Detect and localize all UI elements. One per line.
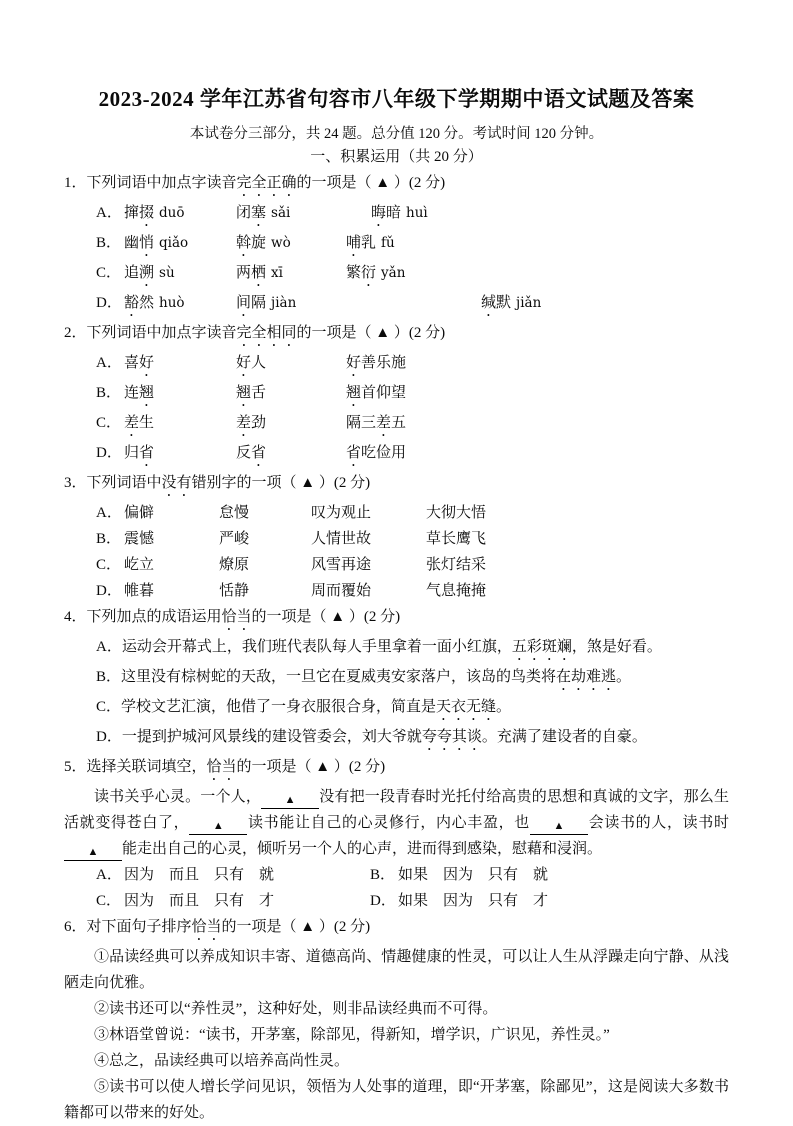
word-text: 繁	[346, 265, 362, 281]
word-item	[346, 380, 406, 410]
option-label: D．	[96, 583, 122, 599]
paragraph-text: 读书能让自己的心灵修行，内心丰盈，也	[247, 815, 530, 831]
word-item: 严峻	[219, 531, 250, 547]
word-text: 连	[124, 385, 140, 401]
question-2-stem	[64, 320, 729, 350]
question-number: 5．	[64, 759, 87, 775]
word-item	[346, 260, 405, 290]
pinyin: wò	[271, 235, 291, 251]
word-item: 恬静	[219, 583, 250, 599]
ordered-sentence-1: ①品读经典可以养成知识丰寄、道德高尚、情趣健康的性灵，可以让人生从浮躁走向宁静、从浅陋走向优雅。	[64, 949, 729, 991]
answer-blank: ▲	[189, 818, 247, 835]
word-item: 震憾	[124, 531, 155, 547]
pinyin: huò	[159, 295, 185, 311]
stem-text: 的一项是（ ▲ ）(2 分)	[296, 325, 446, 341]
option-row-b	[64, 380, 729, 410]
word-item: 帷暮	[124, 583, 155, 599]
option-label: D．	[96, 729, 122, 745]
word-dotted-char: 差	[376, 415, 392, 431]
word-text: 乳	[361, 235, 377, 251]
stem-emphasized-text: 恰当	[191, 919, 222, 935]
word-item	[124, 350, 236, 380]
word-dotted-char: 好	[139, 355, 155, 371]
word-dotted-char: 差	[124, 415, 140, 431]
section-heading: 一、积累运用（共 20 分）	[310, 149, 483, 165]
option-text: 如果 因为 只有 就	[398, 867, 549, 883]
word-item: 大彻大悟	[426, 505, 487, 521]
word-dotted-char: 翘	[236, 385, 252, 401]
word-item: 怠慢	[219, 505, 250, 521]
stem-text: 选择关联词填空，	[86, 759, 207, 775]
question-number: 2．	[64, 325, 87, 341]
answer-blank: ▲	[64, 844, 122, 861]
word-text: 隔三	[346, 415, 377, 431]
word-text: 人	[251, 355, 267, 371]
word-item	[346, 410, 406, 440]
word-item	[236, 350, 346, 380]
word-text: 归	[124, 445, 140, 461]
word-item	[236, 380, 346, 410]
question-6-stem	[64, 914, 729, 944]
option-label: D．	[96, 295, 122, 311]
question-number: 6．	[64, 919, 87, 935]
word-item: 草长鹰飞	[426, 531, 487, 547]
word-text: 默	[496, 295, 512, 311]
word-item: 张灯结采	[426, 557, 487, 573]
word-text: 反	[236, 445, 252, 461]
option-c	[96, 888, 370, 914]
word-dotted-char: 掇	[139, 205, 155, 221]
word-text: 撺	[124, 205, 140, 221]
option-text: 因为 而且 只有 就	[124, 867, 275, 883]
pinyin: sǎi	[271, 205, 291, 221]
sentence-text: 。充满了建设者的自豪。	[481, 729, 647, 745]
option-row-c	[64, 552, 729, 578]
word-item	[124, 290, 236, 320]
pinyin: sù	[159, 265, 175, 281]
word-text: 吃俭用	[361, 445, 407, 461]
word-item: 周而覆始	[311, 583, 372, 599]
pinyin: yǎn	[381, 265, 406, 281]
option-label: A．	[96, 639, 122, 655]
option-text: 因为 而且 只有 才	[124, 893, 275, 909]
word-dotted-char: 衍	[361, 265, 377, 281]
option-row-d	[64, 440, 729, 470]
sentence-text: ，煞是好看。	[571, 639, 662, 655]
word-item: 气息掩掩	[426, 583, 487, 599]
stem-text: 的一项是（ ▲ ）(2 分)	[221, 919, 371, 935]
option-row-c	[64, 410, 729, 440]
word-item: 偏僻	[124, 505, 155, 521]
question-6	[64, 914, 729, 1126]
word-item	[124, 440, 236, 470]
word-item	[346, 440, 406, 470]
option-d	[370, 888, 548, 914]
word-dotted-char: 晦	[371, 205, 387, 221]
option-sentence-c	[64, 694, 729, 724]
question-4-stem	[64, 604, 729, 634]
option-row-ab	[64, 862, 729, 888]
word-dotted-char: 间	[236, 295, 252, 311]
pinyin: xī	[271, 265, 283, 281]
stem-emphasized-text: 完全相同	[236, 325, 297, 341]
answer-blank: ▲	[261, 792, 319, 809]
dotted-idiom: 在劫难逃	[556, 669, 617, 685]
dotted-idiom: 夸夸其谈	[421, 729, 482, 745]
ordered-sentence-5: ⑤读书可以使人增长学问见识，领悟为人处事的道理，即“开茅塞，除鄙见”，这是阅读大多数书籍都可以带来的好处。	[64, 1079, 729, 1121]
stem-text: 下列加点的成语运用	[86, 609, 222, 625]
option-label: B．	[370, 867, 396, 883]
word-item: 人情世故	[311, 531, 372, 547]
paragraph-text: 会读书的人，读书时	[587, 815, 729, 831]
word-text: 暗	[386, 205, 402, 221]
word-item	[346, 350, 406, 380]
question-1-stem	[64, 170, 729, 200]
word-item	[124, 410, 236, 440]
option-label: A．	[96, 505, 122, 521]
option-row-a	[64, 200, 729, 230]
word-dotted-char: 斡	[236, 235, 252, 251]
word-dotted-char: 差	[236, 415, 252, 431]
option-a	[96, 862, 370, 888]
pinyin: huì	[406, 205, 428, 221]
question-5	[64, 754, 729, 914]
pinyin: duō	[159, 205, 185, 221]
option-row-a	[64, 500, 729, 526]
option-label: A．	[96, 355, 122, 371]
pinyin: fǔ	[381, 235, 395, 251]
option-row-b	[64, 230, 729, 260]
word-dotted-char: 悄	[139, 235, 155, 251]
option-label: B．	[96, 385, 122, 401]
ordered-sentence-4: ④总之，品读经典可以培养高尚性灵。	[94, 1053, 350, 1069]
sentence-text: 。	[496, 699, 512, 715]
word-item: 燎原	[219, 557, 250, 573]
word-text: 喜	[124, 355, 140, 371]
question-number: 4．	[64, 609, 87, 625]
word-dotted-char: 翘	[139, 385, 155, 401]
ordered-sentence-2: ②读书还可以“养性灵”，这种好处，则非品读经典而不可得。	[94, 1001, 498, 1017]
question-4	[64, 604, 729, 754]
pinyin: jiàn	[271, 295, 297, 311]
word-dotted-char: 哺	[346, 235, 362, 251]
question-number: 1．	[64, 175, 87, 191]
sentence-text: 。	[616, 669, 632, 685]
word-item	[481, 290, 541, 320]
stem-text: 错别字的一项（ ▲ ）(2 分)	[191, 475, 371, 491]
ordered-sentence-3: ③林语堂曾说：“读书，开茅塞，除部见，得新知，增学识，广识见，养性灵。”	[94, 1027, 610, 1043]
pinyin: qiǎo	[159, 235, 189, 251]
sentence-text: 学校文艺汇演，他借了一身衣服很合身，简直是	[121, 699, 437, 715]
question-1	[64, 170, 729, 320]
word-text: 善乐施	[361, 355, 407, 371]
option-label: C．	[96, 557, 122, 573]
stem-text: 下列词语中加点字读音	[86, 325, 237, 341]
word-item: 叹为观止	[311, 505, 372, 521]
stem-text: 下列词语中加点字读音	[86, 175, 237, 191]
word-text: 生	[139, 415, 155, 431]
word-item	[371, 200, 428, 230]
word-text: 旋	[251, 235, 267, 251]
word-item	[236, 200, 371, 230]
pinyin: jiǎn	[516, 295, 542, 311]
sentence-text: 这里没有棕树蛇的天敌，一旦它在夏威夷安家落户，该岛的鸟类将	[121, 669, 557, 685]
word-text: 劲	[251, 415, 267, 431]
option-label: A．	[96, 205, 122, 221]
stem-text: 的一项是（ ▲ ）(2 分)	[296, 175, 446, 191]
word-dotted-char: 省	[346, 445, 362, 461]
word-dotted-char: 栖	[251, 265, 267, 281]
word-text: 闭	[236, 205, 252, 221]
sentence-text: 一提到护城河风景线的建设管委会，刘大爷就	[121, 729, 422, 745]
word-dotted-char: 缄	[481, 295, 497, 311]
word-item	[236, 230, 346, 260]
stem-text: 的一项是（ ▲ ）(2 分)	[236, 759, 386, 775]
word-item	[236, 290, 481, 320]
word-item	[236, 260, 346, 290]
word-dotted-char: 塞	[251, 205, 267, 221]
word-dotted-char: 翘	[346, 385, 362, 401]
word-dotted-char: 豁	[124, 295, 140, 311]
question-number: 3．	[64, 475, 87, 491]
stem-text: 对下面句子排序	[86, 919, 192, 935]
option-row-b	[64, 526, 729, 552]
page-title: 2023-2024 学年江苏省句容市八年级下学期期中语文试题及答案	[98, 87, 695, 111]
word-item	[236, 440, 346, 470]
word-item	[124, 230, 236, 260]
stem-text: 的一项是（ ▲ ）(2 分)	[251, 609, 401, 625]
option-row-c	[64, 260, 729, 290]
question-3	[64, 470, 729, 604]
paragraph-text: 没有把一段青春时光托付给高贵的思想和真诚的文字，那么生活就变得苍白了，	[64, 789, 729, 831]
option-label: B．	[96, 235, 122, 251]
paragraph-text: 读书关乎心灵。一个人，	[94, 789, 262, 805]
word-text: 首仰望	[361, 385, 407, 401]
stem-text: 下列词语中	[86, 475, 162, 491]
word-item	[346, 230, 395, 260]
question-3-stem	[64, 470, 729, 500]
word-text: 追	[124, 265, 140, 281]
word-dotted-char: 好	[346, 355, 362, 371]
word-item: 屹立	[124, 557, 155, 573]
option-sentence-b	[64, 664, 729, 694]
option-sentence-d	[64, 724, 729, 754]
paragraph-text: 能走出自己的心灵，倾听另一个人的心声，进而得到感染，慰藉和浸润。	[122, 841, 603, 857]
option-sentence-a	[64, 634, 729, 664]
option-label: C．	[96, 893, 122, 909]
word-item	[124, 260, 236, 290]
word-text: 隔	[251, 295, 267, 311]
word-item	[124, 380, 236, 410]
option-label: C．	[96, 415, 122, 431]
word-text: 五	[391, 415, 407, 431]
word-text: 幽	[124, 235, 140, 251]
sentence-text: 运动会开幕式上，我们班代表队每人手里拿着一面小红旗，	[121, 639, 512, 655]
answer-blank: ▲	[530, 818, 588, 835]
option-text: 如果 因为 只有 才	[398, 893, 549, 909]
exam-info: 本试卷分三部分，共 24 题。总分值 120 分。考试时间 120 分钟。	[189, 126, 604, 142]
option-label: B．	[96, 669, 122, 685]
word-item	[236, 410, 346, 440]
option-label: B．	[96, 531, 122, 547]
option-row-d	[64, 578, 729, 604]
option-row-a	[64, 350, 729, 380]
word-text: 然	[139, 295, 155, 311]
option-label: C．	[96, 265, 122, 281]
dotted-idiom: 五彩斑斓	[511, 639, 572, 655]
stem-emphasized-text: 完全正确	[236, 175, 297, 191]
word-text: 两	[236, 265, 252, 281]
word-item	[124, 200, 236, 230]
cloze-paragraph	[64, 784, 729, 862]
option-label: D．	[370, 893, 396, 909]
word-dotted-char: 溯	[139, 265, 155, 281]
word-dotted-char: 好	[236, 355, 252, 371]
question-5-stem	[64, 754, 729, 784]
word-item: 风雪再途	[311, 557, 372, 573]
option-b	[370, 862, 548, 888]
stem-emphasized-text: 恰当	[206, 759, 237, 775]
question-2	[64, 320, 729, 470]
option-label: C．	[96, 699, 122, 715]
option-row-cd	[64, 888, 729, 914]
dotted-idiom: 天衣无缝	[436, 699, 497, 715]
option-label: A．	[96, 867, 122, 883]
word-text: 舌	[251, 385, 267, 401]
option-label: D．	[96, 445, 122, 461]
option-row-d	[64, 290, 729, 320]
word-dotted-char: 省	[139, 445, 155, 461]
stem-emphasized-text: 恰当	[221, 609, 252, 625]
word-dotted-char: 省	[251, 445, 267, 461]
stem-emphasized-text: 没有	[161, 475, 192, 491]
